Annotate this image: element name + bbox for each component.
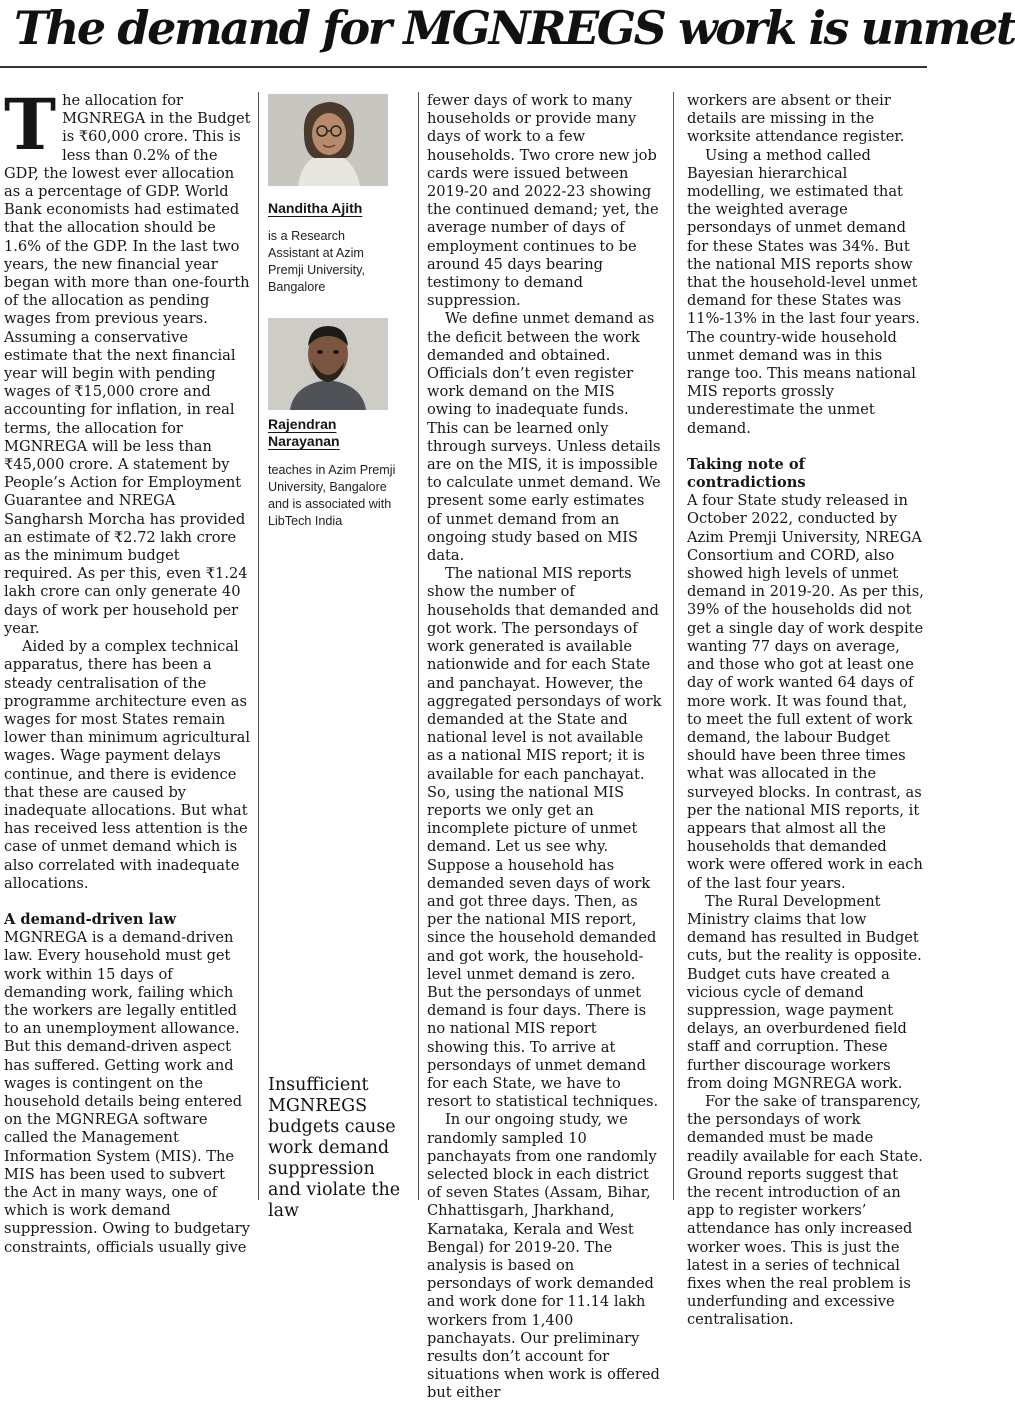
subheading-contradictions: Taking note of contradictions (687, 455, 806, 492)
article-paragraph: Using a method called Bayesian hierarchical modelling, we estimated that the weighted average persondays of unmet demand for these States was 34%. But the national MIS reports show that the household-level unmet demand for these States was 11%-13% in the last four years. The country-wide household unmet demand was in this range too. This means national MIS reports grossly underestimate the unmet demand. (687, 146, 920, 437)
column-divider (258, 92, 259, 1200)
author-photo-nanditha (268, 94, 388, 186)
article-paragraph: The Rural Development Ministry claims that low demand has resulted in Budget cuts, but the reality is opposite. Budget cuts have created a vicious cycle of demand suppression, wage payment delays, an overburdened field staff and corruption. These further discourage workers from doing MGNREGA work. (687, 892, 922, 1092)
article-paragraph: We define unmet demand as the deficit between the work demanded and obtained. Officials don’t even register work demand on the MIS owing to inadequate funds. This can be learned only through surveys. Unless details are on the MIS, it is impossible to calculate unmet demand. We present some early estimates of unmet demand from an ongoing study based on MIS data. (427, 310, 661, 565)
article-paragraph: In our ongoing study, we randomly sampled 10 panchayats from one randomly selected block in each district of seven States (Assam, Bihar, Chhattisgarh, Jharkhand, Karnataka, Kerala and West Bengal) for 2019-20. The analysis is based on persondays of work demanded and work done for 11.14 lakh workers from 1,400 panchayats. Our preliminary results don’t account for situations when work is offered but either (427, 1111, 660, 1402)
portrait-icon (268, 318, 388, 410)
headline-rule (0, 66, 927, 68)
article-column-4 (687, 92, 925, 1329)
author-bio-2: teaches in Azim Premji University, Bangalore and is associated with LibTech India (268, 463, 396, 528)
author-column (268, 92, 418, 1200)
article-paragraph: A four State study released in October 2022, conducted by Azim Premji University, NREGA Consortium and CORD, also showed high levels of unmet demand in 2019-20. As per this, 39% of the households did not get a single day of work despite wanting 77 days on average, and those who got at least one day of work wanted 64 days of more work. It was found that, to meet the full extent of work demand, the labour Budget should have been three times what was allocated in the surveyed blocks. In contrast, as per the national MIS reports, it appears that almost all the households that demanded work were offered work in each of the last four years. (687, 492, 924, 892)
portrait-icon (268, 94, 388, 186)
author-name-2: Rajendran Narayanan (268, 416, 340, 449)
headline: The demand for MGNREGS work is unmet (14, 1, 1015, 55)
paragraph-text: he allocation for MGNREGA in the Budget is ₹60,000 crore. This is less than 0.2% of the GDP, the lowest ever allocation as a percentage of GDP. World Bank economists had estimated that the allocation should be 1.6% of the GDP. In the last two years, the new financial year began with more than one-fourth of the allocation as pending wages from previous years. Assuming a conservative estimate that the next financial year will begin with pending wages of ₹15,000 crore and accounting for inflation, in real terms, the allocation for MGNREGA will be less than ₹45,000 crore. A statement by People’s Action for Employment Guarantee and NREGA Sangharsh Morcha has provided an estimate of ₹2.72 lakh crore as the minimum budget required. As per this, even ₹1.24 lakh crore can only generate 40 days of work per household per year. (4, 92, 251, 637)
author-photo-rajendran (268, 318, 388, 410)
article-paragraph: fewer days of work to many households or provide many days of work to a few households. Two crore new job cards were issued between 2019-20 and 2022-23 showing the continued demand; yet, the average number of days of employment continues to be around 45 days bearing testimony to demand suppression. (427, 92, 659, 310)
article-paragraph: The national MIS reports show the number of households that demanded and got work. The persondays of work generated is available nationwide and for each State and panchayat. However, the aggregated persondays of work demanded at the State and national level is not available as a national MIS report; it is available for each panchayat. So, using the national MIS reports we only get an incomplete picture of unmet demand. Let us see why. Suppose a household has demanded seven days of work and got three days. Then, as per the national MIS report, since the household demanded and got work, the household-level unmet demand is zero. But the persondays of unmet demand is four days. There is no national MIS report showing this. To arrive at persondays of unmet demand for each State, we have to resort to statistical techniques. (427, 565, 662, 1111)
column-divider (418, 92, 419, 1200)
article-column-3 (427, 92, 662, 1402)
article-paragraph: MGNREGA is a demand-driven law. Every household must get work within 15 days of demanding work, failing which the workers are legally entitled to an unemployment allowance. But this demand-driven aspect has suffered. Getting work and wages is contingent on the household details being entered on the MGNREGA software called the Management Information System (MIS). The MIS has been used to subvert the Act in many ways, one of which is work demand suppression. Owing to budgetary constraints, officials usually give (4, 929, 250, 1256)
article-paragraph: For the sake of transparency, the persondays of work demanded must be made readily available for each State. Ground reports suggest that the recent introduction of an app to register workers’ attendance has only increased worker woes. This is just the latest in a series of technical fixes when the real problem is underfunding and excessive centralisation. (687, 1092, 923, 1329)
article-column-1 (4, 83, 252, 1256)
pull-quote: Insufficient MGNREGS budgets cause work demand suppression and violate the law (268, 1075, 401, 1221)
author-bio-1: is a Research Assistant at Azim Premji University, Bangalore (268, 229, 366, 294)
drop-cap: T (4, 83, 57, 166)
article-paragraph (4, 83, 252, 638)
subheading-demand-driven-law: A demand-driven law (4, 910, 177, 928)
article-paragraph: workers are absent or their details are missing in the worksite attendance register. (687, 92, 905, 146)
author-name-1: Nanditha Ajith (268, 200, 363, 216)
column-divider (673, 92, 674, 1200)
article-paragraph: Aided by a complex technical apparatus, there has been a steady centralisation of the programme architecture even as wages for most States remain lower than minimum agricultural wages. Wage payment delays continue, and there is evidence that these are caused by inadequate allocations. But what has received less attention is the case of unmet demand which is also correlated with inadequate allocations. (4, 638, 251, 892)
